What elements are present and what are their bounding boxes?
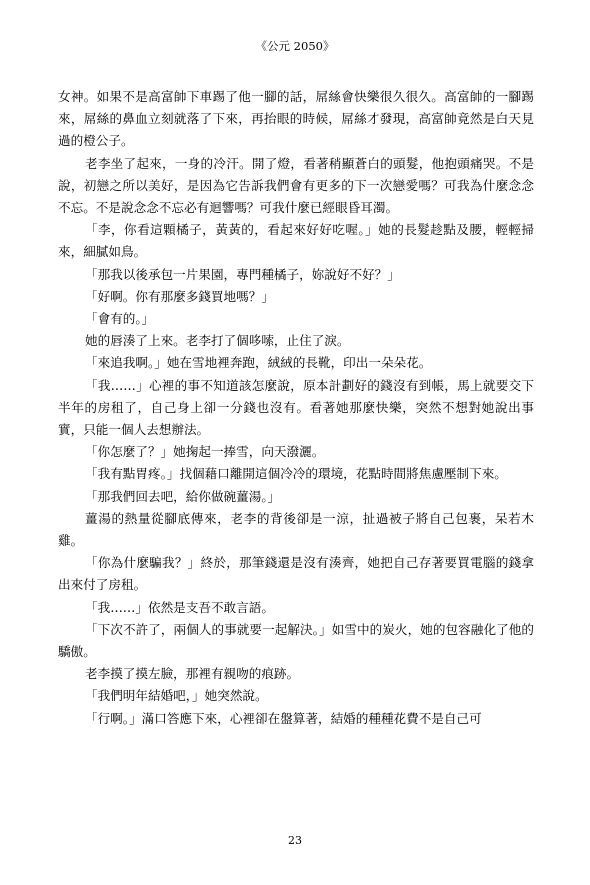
paragraph: 「行啊。」滿口答應下來，心裡卻在盤算著，結婚的種種花費不是自己可 xyxy=(85,710,482,726)
paragraph: 女神。如果不是高富帥下車踢了他一腳的話，屌絲會快樂很久很久。高富帥的一腳踢來，屌絲的鼻血立刻就落了下來，再抬眼的時候，屌絲才發現，高富帥竟然是白天見過的橙公子。 xyxy=(58,89,534,149)
paragraph: 「我……」依然是支吾不敢言語。 xyxy=(85,599,274,615)
paragraph: 「下次不許了，兩個人的事就要一起解決。」如雪中的炭火，她的包容融化了他的驕傲。 xyxy=(58,621,534,660)
paragraph: 她的唇湊了上來。老李打了個哆嗦，止住了淚。 xyxy=(85,333,350,349)
paragraph: 老李摸了摸左臉，那裡有親吻的痕跡。 xyxy=(85,666,300,682)
paragraph: 「你為什麼騙我？」終於，那筆錢還是沒有湊齊，她把自己存著要買電腦的錢拿出來付了房租。 xyxy=(58,555,534,593)
paragraph: 「好啊。你有那麼多錢買地嗎？」 xyxy=(85,288,274,304)
paragraph: 「會有的。」 xyxy=(85,311,155,327)
body-text xyxy=(58,86,534,730)
paragraph: 「來追我啊。」她在雪地裡奔跑，絨絨的長靴，印出一朵朵花。 xyxy=(85,355,432,371)
page-number-text: 23 xyxy=(288,834,302,847)
paragraph: 「我……」心裡的事不知道該怎麼說，原本計劃好的錢沒有到帳，馬上就要交下半年的房租了，自己身上卻一分錢也沒有。看著她那麼快樂，突然不想對她說出事實，只能一個人去想辦法。 xyxy=(58,377,534,438)
paragraph: 「你怎麼了？」她掬起一捧雪，向天潑灑。 xyxy=(85,444,325,460)
paragraph: 「李，你看這顆橘子，黃黃的，看起來好好吃喔。」她的長髮趁點及腰，輕輕掃來，細膩如鳥。 xyxy=(58,222,534,260)
paragraph: 「那我以後承包一片果園，專門種橘子，妳說好不好？」 xyxy=(85,266,400,282)
running-header xyxy=(0,38,590,54)
page-number xyxy=(0,834,590,847)
paragraph: 「我有點胃疼。」找個藉口離開這個冷冷的環境，花點時間將焦慮壓制下來。 xyxy=(85,466,507,482)
paragraph: 薑湯的熱量從腳底傳來，老李的背後卻是一涼，扯過被子將自己包裹，呆若木雞。 xyxy=(58,510,534,549)
paragraph: 「我們明年結婚吧，」她突然說。 xyxy=(85,688,268,704)
paragraph: 老李坐了起來，一身的冷汗。開了燈，看著稍顯蒼白的頭髮，他抱頭痛哭。不是說，初戀之所以美好，是因為它告訴我們會有更多的下一次戀愛嗎？可我為什麼念念不忘。不是說念念不忘必有迴響嗎？可我什麼已經眼昏耳濁。 xyxy=(58,155,534,216)
book-title: 《公元 2050》 xyxy=(255,39,335,53)
paragraph: 「那我們回去吧，給你做碗薑湯。」 xyxy=(85,488,281,504)
